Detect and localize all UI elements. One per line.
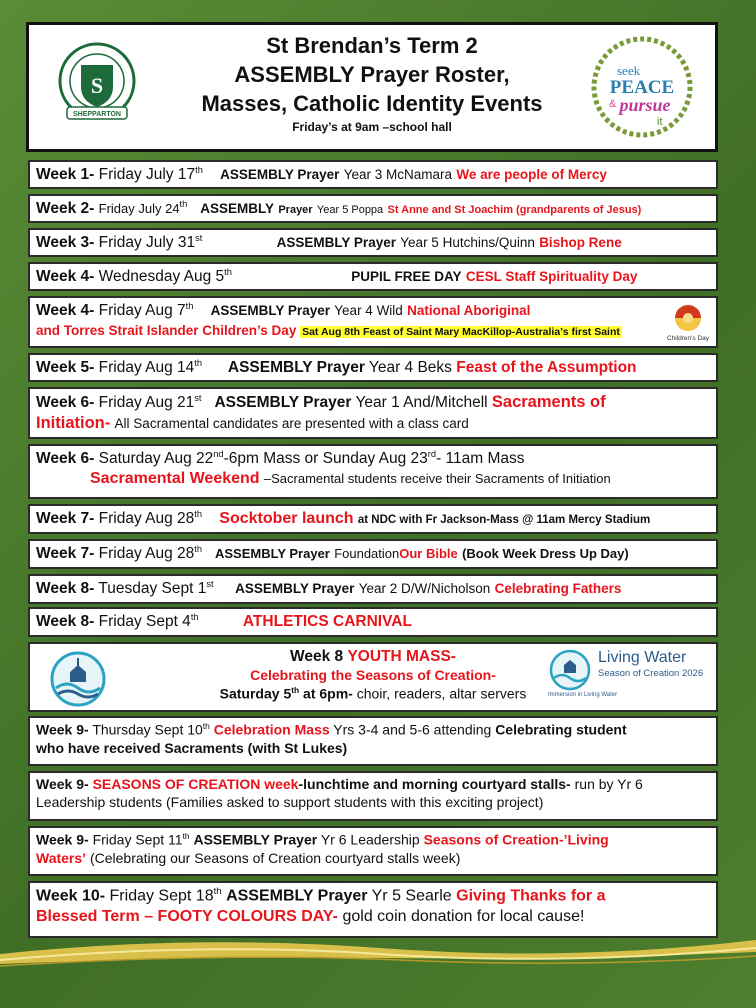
assembly-label: ASSEMBLY Prayer bbox=[235, 581, 355, 597]
week-label: Week 10- bbox=[36, 887, 106, 905]
logo-seek-text: seek bbox=[617, 63, 641, 78]
crest-place-text: SHEPPARTON bbox=[73, 111, 121, 118]
theme-text: Celebration Mass bbox=[213, 721, 330, 738]
date-suffix: th bbox=[185, 301, 194, 311]
week-label: Week 1- bbox=[36, 166, 95, 184]
date-text: Friday Aug 14 bbox=[98, 359, 195, 377]
highlight-note: Sat Aug 8th Feast of Saint Mary MacKillop-Australia’s first Saint bbox=[302, 325, 620, 338]
week-label: Week 8- bbox=[36, 613, 95, 631]
date-text: Friday Aug 7 bbox=[98, 302, 186, 320]
date-text: Friday July 17 bbox=[98, 166, 196, 184]
theme-text-cont: Initiation- bbox=[36, 414, 111, 433]
date-text-3: - 11am Mass bbox=[436, 450, 525, 468]
date-text: Saturday Aug 22 bbox=[98, 450, 214, 468]
date-text: Friday July 24 bbox=[98, 201, 180, 217]
roster-row-week7-assembly bbox=[28, 539, 718, 569]
theme-text: Sacramental Weekend bbox=[90, 469, 260, 487]
week-label: Week 6- bbox=[36, 394, 95, 411]
date-text: Saturday 5 bbox=[219, 685, 292, 702]
assembly-label: ASSEMBLY Prayer bbox=[214, 546, 330, 562]
theme-text: We are people of Mercy bbox=[456, 167, 607, 183]
date-suffix: th bbox=[194, 509, 203, 519]
date-suffix: th bbox=[224, 267, 232, 277]
class-text: run by Yr 6 bbox=[574, 776, 643, 792]
living-water-title: Living Water bbox=[598, 649, 687, 666]
date-text: Friday July 31 bbox=[98, 234, 196, 252]
roster-row-week4-assembly bbox=[28, 296, 718, 348]
roster-row-week9-assembly bbox=[28, 826, 718, 876]
date-suffix: th bbox=[182, 831, 190, 841]
theme-text: St Anne and St Joachim (grandparents of Jesus) bbox=[387, 204, 642, 217]
theme-text: YOUTH MASS- bbox=[347, 648, 456, 665]
date-suffix: th bbox=[291, 684, 300, 695]
assembly-label: ASSEMBLY Prayer bbox=[276, 235, 396, 251]
roster-row-week1 bbox=[28, 160, 718, 189]
page-title-line1: St Brendan’s Term 2 bbox=[266, 33, 478, 58]
theme-text: Our Bible bbox=[399, 546, 458, 562]
week-label: Week 4- bbox=[36, 302, 95, 320]
date-text: Friday Aug 28 bbox=[98, 510, 195, 528]
roster-row-week6-assembly bbox=[28, 387, 718, 439]
event-label: -lunchtime and morning courtyard stalls- bbox=[298, 776, 571, 792]
detail-text: at NDC with Fr Jackson-Mass @ 11am Mercy Stadium bbox=[357, 514, 651, 527]
week-label: Week 5- bbox=[36, 359, 95, 377]
header-box bbox=[26, 22, 718, 152]
page-title-line2: ASSEMBLY Prayer Roster, bbox=[234, 62, 510, 87]
theme-text: Celebrating Fathers bbox=[494, 581, 622, 597]
week-label: Week 3- bbox=[36, 234, 95, 252]
week-label: Week 4- bbox=[36, 268, 95, 286]
class-text: Year 4 Wild bbox=[334, 303, 403, 319]
date-suffix: st bbox=[195, 233, 203, 243]
roster-row-week9-mass bbox=[28, 716, 718, 766]
class-text: Foundation bbox=[334, 546, 400, 562]
date-suffix: st bbox=[194, 392, 202, 403]
date-suffix: nd bbox=[213, 449, 224, 459]
childrens-day-icon bbox=[666, 300, 710, 350]
date-text: Friday Sept 11 bbox=[92, 831, 183, 848]
date-suffix: th bbox=[202, 721, 210, 731]
assembly-label: ASSEMBLY Prayer bbox=[227, 359, 365, 377]
theme-text: Socktober launch bbox=[219, 510, 354, 528]
date-text: Friday Sept 18 bbox=[109, 887, 214, 905]
assembly-label: ASSEMBLY Prayer bbox=[193, 831, 318, 848]
logo-it-text: it bbox=[657, 116, 663, 128]
roster-row-week4-pupil-free bbox=[28, 262, 718, 291]
date-text: Tuesday Sept 1 bbox=[98, 580, 207, 598]
theme-text: Giving Thanks for a bbox=[456, 887, 606, 905]
detail-text: gold coin donation for local cause! bbox=[342, 907, 585, 925]
seek-peace-logo-icon bbox=[587, 35, 697, 144]
class-text: Year 1 And/Mitchell bbox=[355, 394, 488, 411]
assembly-label: ASSEMBLY Prayer bbox=[220, 167, 340, 183]
roster-row-week2 bbox=[28, 194, 718, 223]
class-text: Year 2 D/W/Nicholson bbox=[358, 581, 491, 597]
living-water-banner bbox=[548, 648, 708, 700]
theme-text: CESL Staff Spirituality Day bbox=[465, 269, 638, 285]
week-label: Week 7- bbox=[36, 545, 95, 563]
roster-row-week6-weekend bbox=[28, 444, 718, 499]
assembly-label: ASSEMBLY Prayer bbox=[210, 303, 330, 319]
date-text: Thursday Sept 10 bbox=[92, 721, 203, 738]
week-label: Week 9- bbox=[36, 776, 89, 792]
detail-text: Celebrating student bbox=[495, 721, 627, 738]
roster-row-week8-assembly bbox=[28, 574, 718, 604]
time-text: at 6pm- bbox=[303, 685, 353, 702]
date-suffix: st bbox=[206, 579, 214, 589]
detail-text: choir, readers, altar servers bbox=[356, 685, 527, 702]
class-text: Year 4 Beks bbox=[368, 359, 452, 377]
week-label: Week 2- bbox=[36, 200, 95, 218]
theme-text: National Aboriginal bbox=[407, 303, 531, 319]
roster-row-week9-seasons bbox=[28, 771, 718, 821]
detail-text: –Sacramental students receive their Sacraments of Initiation bbox=[263, 470, 611, 486]
living-water-logo-icon bbox=[48, 650, 108, 714]
living-water-church-icon bbox=[548, 648, 592, 692]
theme-text-cont: Blessed Term – FOOTY COLOURS DAY- bbox=[36, 907, 339, 925]
detail-text: (Celebrating our Seasons of Creation courtyard stalls week) bbox=[89, 849, 461, 866]
theme-text: Seasons of Creation-’Living bbox=[423, 831, 609, 848]
date-text: Wednesday Aug 5 bbox=[98, 268, 225, 286]
living-water-caption: Immersion in Living Water bbox=[548, 692, 618, 698]
class-text: Year 5 Poppa bbox=[316, 204, 384, 217]
date-text: Friday Aug 21 bbox=[98, 394, 195, 411]
date-text-2: -6pm Mass or Sunday Aug 23 bbox=[223, 450, 428, 468]
living-water-subtitle: Season of Creation 2026 bbox=[598, 668, 704, 680]
date-suffix: th bbox=[194, 358, 203, 368]
badge-text: Children's Day bbox=[666, 335, 710, 342]
detail-text-cont: who have received Sacraments (with St Lukes) bbox=[36, 739, 348, 756]
class-text: Yr 6 Leadership bbox=[320, 831, 420, 848]
svg-text:S: S bbox=[90, 73, 104, 98]
detail-text: Leadership students (Families asked to support students with this exciting project) bbox=[36, 793, 544, 810]
date-suffix: th bbox=[190, 612, 199, 622]
theme-text: SEASONS OF CREATION week bbox=[92, 776, 299, 792]
week-label: Week 6- bbox=[36, 450, 95, 468]
roster-row-week3 bbox=[28, 228, 718, 257]
detail-text: (Book Week Dress Up Day) bbox=[462, 546, 629, 562]
date-suffix: th bbox=[213, 886, 222, 897]
week-label: Week 8- bbox=[36, 580, 95, 598]
detail-text: All Sacramental candidates are presented with a class card bbox=[114, 416, 469, 432]
event-label: PUPIL FREE DAY bbox=[351, 269, 462, 285]
date-suffix-2: rd bbox=[427, 449, 437, 459]
page-subtitle: Friday’s at 9am –school hall bbox=[292, 120, 452, 134]
week-label: Week 9- bbox=[36, 721, 89, 738]
week-label: Week 9- bbox=[36, 831, 89, 848]
logo-pursue-text: pursue bbox=[619, 95, 671, 115]
theme-text: ATHLETICS CARNIVAL bbox=[242, 613, 412, 631]
week-label: Week 8 bbox=[290, 648, 344, 665]
assembly-label: ASSEMBLY bbox=[200, 201, 275, 217]
date-suffix: th bbox=[195, 165, 203, 175]
logo-peace-text: PEACE bbox=[609, 77, 675, 98]
school-crest-icon bbox=[57, 41, 137, 136]
theme-text: Feast of the Assumption bbox=[456, 359, 637, 377]
roster-row-week8-youth-mass bbox=[28, 642, 718, 712]
assembly-label: ASSEMBLY Prayer bbox=[226, 887, 368, 905]
theme-text: Sacraments of bbox=[491, 393, 606, 411]
date-text: Friday Sept 4 bbox=[98, 613, 191, 631]
class-text: Year 3 McNamara bbox=[343, 167, 453, 183]
class-text: Yr 5 Searle bbox=[371, 887, 452, 905]
page-title-line3: Masses, Catholic Identity Events bbox=[201, 91, 543, 116]
theme-text: Bishop Rene bbox=[539, 235, 622, 251]
theme-text-cont: and Torres Strait Islander Children’s Day bbox=[36, 322, 297, 338]
date-suffix: th bbox=[179, 199, 188, 209]
gold-swoosh-decoration bbox=[0, 930, 756, 970]
roster-row-week7-socktober bbox=[28, 504, 718, 534]
assembly-prayer-label: Prayer bbox=[278, 204, 313, 217]
roster-row-week5 bbox=[28, 353, 718, 382]
assembly-label: ASSEMBLY Prayer bbox=[214, 394, 352, 411]
date-suffix: th bbox=[194, 544, 203, 554]
class-text: Yrs 3-4 and 5-6 attending bbox=[333, 721, 492, 738]
date-text: Friday Aug 28 bbox=[98, 545, 195, 563]
week-label: Week 7- bbox=[36, 510, 95, 528]
theme-text-cont: Waters’ bbox=[36, 849, 87, 866]
roster-row-week8-athletics bbox=[28, 607, 718, 637]
class-text: Year 5 Hutchins/Quinn bbox=[400, 235, 535, 251]
logo-amp-text: & bbox=[609, 98, 617, 110]
theme-text-cont: Celebrating the Seasons of Creation- bbox=[250, 666, 496, 683]
